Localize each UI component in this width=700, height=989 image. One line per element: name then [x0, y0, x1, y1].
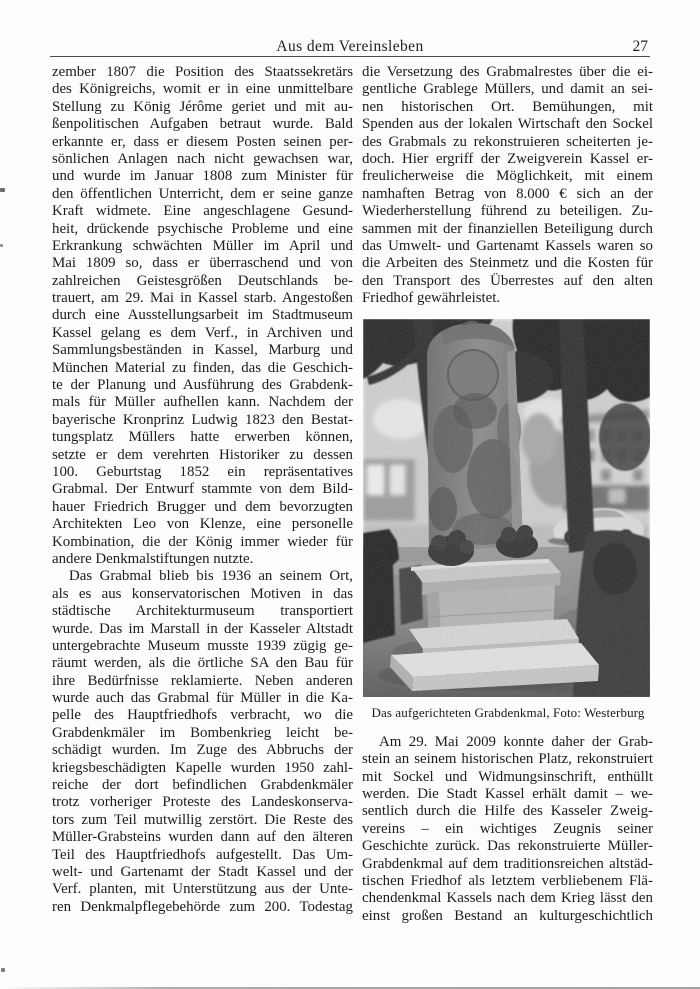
text-line: durch eine Ausstellungsarbeit im Stadtmuseum	[52, 307, 353, 324]
text-line: kriegsbeschädigten Kapelle wurden 1950 zahl-	[52, 759, 353, 776]
text-line: hauer Friedrich Brugger und dem bevorzugten	[52, 498, 353, 515]
text-line: Grabmal. Der Entwurf stammte von dem Bild-	[52, 481, 353, 498]
text-line: den öffentlichen Unterricht, dem er seine ganze	[52, 185, 353, 202]
text-line: Das Grabmal blieb bis 1936 an seinem Ort,	[69, 568, 353, 585]
text-line: und wurde im Januar 1808 zum Minister für	[52, 168, 353, 185]
paragraph-block-2	[362, 734, 653, 925]
text-line: Kraft widmete. Eine angeschlagene Gesund-	[52, 203, 353, 220]
text-line: stein an seinem historischen Platz, rekonstruiert	[362, 751, 653, 768]
text-line: trotz vorheriger Proteste des Landeskonserva-	[52, 794, 353, 811]
running-head: Aus dem Vereinsleben	[276, 38, 424, 55]
text-line: den Transport des Überrestes auf den alten	[362, 272, 653, 289]
text-line: Kombination, die der König immer wieder für	[52, 533, 353, 550]
text-line: nen historischen Ort. Bemühungen, mit	[362, 98, 653, 115]
text-line: Wiederherstellung führend zu beteiligen. Zu-	[362, 203, 653, 220]
text-line: das Umwelt- und Gartenamt Kassels waren so	[362, 237, 653, 254]
grabdenkmal-photo	[363, 319, 650, 697]
text-line: tischen Friedhof als letztem verbliebenem Flä-	[362, 873, 653, 889]
text-line: sammen mit der finanziellen Beteiligung durch	[362, 220, 653, 237]
text-line: Am 29. Mai 2009 konnte daher der Grab-	[379, 733, 653, 750]
text-line: ßenpolitischen Aufgaben betraut wurde. Bald	[52, 116, 353, 133]
paragraph-block-1	[362, 64, 653, 307]
text-line: Geschichte zurück. Das rekonstruierte Müller-	[362, 838, 653, 855]
text-line: zahlreichen Geistesgrößen Deutschlands be-	[52, 272, 353, 289]
text-line: untergebrachte Museum musste 1939 zügig ge-	[52, 637, 353, 654]
text-line: als es aus konservatorischen Motiven in das	[52, 585, 353, 602]
text-line: trauert, am 29. Mai in Kassel starb. Angestoßen	[52, 290, 353, 307]
text-line: zember 1807 die Position des Staatssekretärs	[52, 64, 353, 80]
text-line: 100. Geburtstag 1852 ein repräsentatives	[52, 463, 353, 480]
text-line: bayerische Kronprinz Ludwig 1823 den Bestat-	[52, 411, 353, 428]
text-line: welt- und Gartenamt der Stadt Kassel und der	[52, 863, 353, 880]
text-line: Teil des Hauptfriedhofs aufgestellt. Das Um-	[52, 846, 353, 863]
text-line: vereins – ein wichtiges Zeugnis seiner	[362, 820, 653, 837]
text-line: mals für Müller aufhellen kann. Nachdem der	[52, 394, 353, 411]
text-line: sentlich durch die Hilfe des Kasseler Zweig-	[362, 803, 653, 820]
text-line: pelle des Hauptfriedhofs verbracht, wo die	[52, 707, 353, 724]
text-line: Erkrankung schwächten Müller im April und	[52, 237, 353, 254]
text-line: wurde auch das Grabmal für Müller in die Ka-	[52, 690, 353, 707]
scan-artifact-speck	[0, 244, 3, 247]
text-line: mit Sockel und Widmungsinschrift, enthüllt	[362, 768, 653, 785]
text-line: freulicherweise die Möglichkeit, mit einem	[362, 168, 653, 185]
photo-caption: Das aufgerichteten Grabdenkmal, Foto: Westerburg	[371, 705, 645, 721]
text-line: ihre Bedürfnisse reklamierte. Neben anderen	[52, 672, 353, 689]
text-line: des Grabmals zu rekonstruieren scheiterten je-	[362, 133, 653, 150]
text-column-right	[362, 64, 653, 925]
text-line: Grabdenkmal auf dem traditionsreichen altstäd-	[362, 855, 653, 872]
text-line: namhaften Betrag von 8.000 € sich an der	[362, 185, 653, 202]
scan-artifact-speck	[0, 188, 5, 192]
text-line: Spenden aus der lokalen Wirtschaft den Sockel	[362, 116, 653, 133]
text-line: chendenkmal Kassels nach dem Krieg lässt den	[362, 890, 653, 907]
text-line: setzte er dem verehrten Historiker zu dessen	[52, 446, 353, 463]
text-line: Friedhof gewährleistet.	[362, 290, 501, 307]
text-line: räumt werden, als die örtliche SA den Bau für	[52, 655, 353, 672]
text-line: Kassel gelang es dem Verf., in Archiven und	[52, 324, 353, 341]
text-line: andere Denkmalstiftungen nutzte.	[52, 550, 254, 567]
text-line: die Arbeiten des Steinmetz und die Kosten für	[362, 255, 653, 272]
text-line: gentliche Grablege Müllers, und damit an sei-	[362, 81, 653, 98]
text-column-left	[52, 64, 353, 916]
text-line: Mai 1809 so, dass er überraschend und von	[52, 255, 353, 272]
text-line: doch. Hier ergriff der Zweigverein Kassel er-	[362, 150, 653, 167]
text-line: tungsplatz Müllers hatte erwerben können,	[52, 429, 353, 446]
text-line: erkannte er, dass er diesem Posten seinen per-	[52, 133, 353, 150]
text-line: heit, drückende psychische Probleme und eine	[52, 220, 353, 237]
text-line: Sammlungsbeständen in Kassel, Marburg und	[52, 342, 353, 359]
text-line: die Versetzung des Grabmalrestes über die ei-	[362, 64, 653, 80]
text-line: einst großen Bestand an kulturgeschichtlich	[362, 907, 653, 924]
text-line: des Königreichs, womit er in eine unmittelbare	[52, 81, 353, 98]
text-line: schädigt wurden. Im Zuge des Abbruchs der	[52, 742, 353, 759]
grabdenkmal-figure	[363, 319, 653, 721]
text-line: te der Planung und Ausführung des Grabdenk-	[52, 377, 353, 394]
text-line: reiche der dort befindlichen Grabdenkmäler	[52, 777, 353, 794]
text-line: Grabdenkmäler im Bombenkrieg leicht be-	[52, 724, 353, 741]
text-line: Müller-Grabsteins wurden dann auf den älteren	[52, 829, 353, 846]
photo-grain-overlay	[363, 319, 650, 697]
text-line: Stellung zu König Jérôme geriet und mit au-	[52, 98, 353, 115]
page-number: 27	[632, 38, 648, 55]
text-line: wurde. Das im Marstall in der Kasseler Altstadt	[52, 620, 353, 637]
text-line: sönlichen Anlagen nach nicht gewachsen war,	[52, 150, 353, 167]
text-line: ren Denkmalpflegebehörde zum 200. Todestag	[52, 898, 353, 915]
text-line: tors zum Teil mutwillig zerstört. Die Reste des	[52, 811, 353, 828]
text-line: München Material zu finden, das die Geschich-	[52, 359, 353, 376]
header-rule	[50, 56, 650, 57]
text-line: Architekten Leo von Klenze, eine personelle	[52, 516, 353, 533]
text-line: städtische Architekturmuseum transportiert	[52, 603, 353, 620]
text-line: Verf. planten, mit Unterstützung aus der Unte-	[52, 881, 353, 898]
text-line: werden. Die Stadt Kassel erhält damit – we-	[362, 786, 653, 803]
scan-artifact-speck	[1, 968, 5, 972]
